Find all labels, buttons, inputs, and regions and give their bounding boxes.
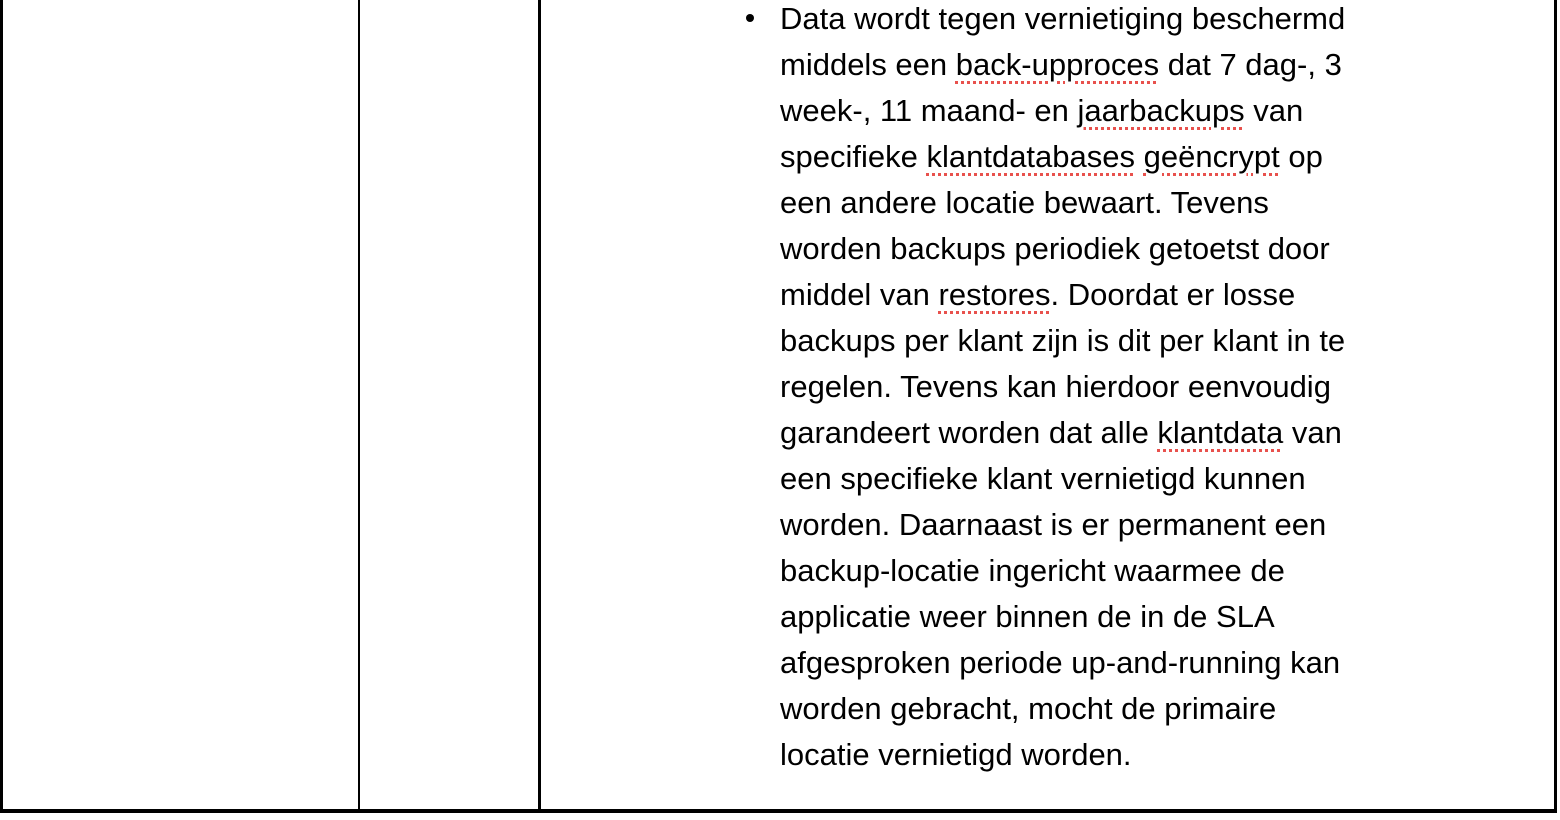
text-segment: afgesproken periode up-and-running kan <box>780 645 1341 680</box>
text-segment: worden gebracht, mocht de primaire <box>780 691 1277 726</box>
text-line <box>780 736 1440 782</box>
text-line <box>780 138 1440 184</box>
text-segment: . Doordat er losse <box>1050 277 1296 312</box>
text-segment: Data wordt tegen vernietiging beschermd <box>780 1 1346 36</box>
text-line <box>780 92 1440 138</box>
text-segment: specifieke <box>780 139 927 174</box>
table-border-left <box>0 0 3 812</box>
text-line <box>780 0 1440 46</box>
misspelled-word[interactable]: geëncrypt <box>1143 139 1280 174</box>
text-line <box>780 506 1440 552</box>
text-segment: middels een <box>780 47 956 82</box>
text-segment: applicatie weer binnen de in de SLA <box>780 599 1275 634</box>
misspelled-word[interactable]: klantdatabases <box>926 139 1136 174</box>
text-segment: een specifieke klant vernietigd kunnen <box>780 461 1306 496</box>
table-row-bottom-border <box>0 809 1557 813</box>
misspelled-word[interactable]: jaarbackups <box>1077 93 1245 128</box>
table-column-divider-2 <box>538 0 541 812</box>
text-segment: week-, 11 maand- en <box>780 93 1078 128</box>
text-line <box>780 46 1440 92</box>
bullet-list-item[interactable] <box>740 0 1440 782</box>
text-line <box>780 276 1440 322</box>
text-segment: middel van <box>780 277 939 312</box>
text-line <box>780 460 1440 506</box>
text-segment: locatie vernietigd worden. <box>780 737 1132 772</box>
text-segment: backups per klant zijn is dit per klant in te <box>780 323 1346 358</box>
text-segment: backup-locatie ingericht waarmee de <box>780 553 1285 588</box>
text-line <box>780 230 1440 276</box>
table-border-right <box>1554 0 1557 812</box>
text-segment: van <box>1244 93 1304 128</box>
text-line <box>780 414 1440 460</box>
text-segment: op <box>1279 139 1323 174</box>
table-column-divider-1 <box>358 0 360 812</box>
table-cell-content[interactable] <box>740 0 1440 782</box>
text-segment: garandeert worden dat alle <box>780 415 1158 450</box>
text-segment <box>1135 139 1144 174</box>
bullet-icon <box>746 14 754 22</box>
text-segment: worden. Daarnaast is er permanent een <box>780 507 1327 542</box>
bullet-text[interactable] <box>780 0 1440 782</box>
text-segment: dat 7 dag-, 3 <box>1159 47 1342 82</box>
text-line <box>780 644 1440 690</box>
misspelled-word[interactable]: klantdata <box>1157 415 1284 450</box>
text-segment: worden backups periodiek getoetst door <box>780 231 1330 266</box>
misspelled-word[interactable]: back-upproces <box>955 47 1160 82</box>
text-line <box>780 368 1440 414</box>
text-segment: een andere locatie bewaart. Tevens <box>780 185 1269 220</box>
text-line <box>780 598 1440 644</box>
text-segment: van <box>1283 415 1342 450</box>
text-line <box>780 184 1440 230</box>
text-line <box>780 322 1440 368</box>
text-line <box>780 552 1440 598</box>
text-line <box>780 690 1440 736</box>
text-segment: regelen. Tevens kan hierdoor eenvoudig <box>780 369 1331 404</box>
misspelled-word[interactable]: restores <box>938 277 1051 312</box>
